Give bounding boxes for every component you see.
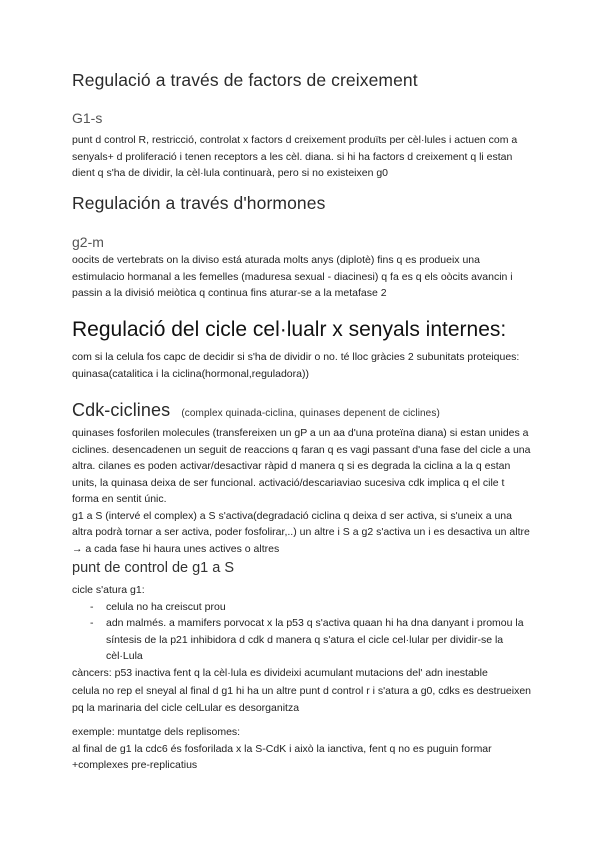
bullet-dash: - — [90, 600, 94, 613]
text-line: altra. cilanes es poden activar/desactivar ràpid d manera q si es degrada la ciclina a la q estan — [72, 460, 511, 472]
cdk-note: (complex quinada-ciclina, quinases depenent de ciclines) — [181, 408, 440, 419]
text-line: exemple: muntatge dels replisomes: — [72, 726, 241, 738]
text-line: pq la marinaria del cicle celLular es desorganitza — [72, 701, 300, 714]
text-line: com si la celula fos capc de decidir si s'ha de dividir o no. té lloc gràcies 2 subunitats proteiques: — [72, 351, 520, 363]
text-line: oocits de vertebrats on la diviso está aturada molts anys (diplotè) fins q es produeix una — [72, 254, 480, 266]
subtitle-g1-s: G1-s — [72, 110, 103, 126]
section-title-growth-factors: Regulació a través de factors de creixement — [72, 70, 418, 90]
text-line: cicle s'atura g1: — [72, 584, 145, 596]
paragraph-cdk — [72, 425, 572, 557]
paragraph-hormones — [72, 252, 572, 302]
text-line: quinases fosforilen molecules (transfereixen un gP a un aa d'una proteïna diana) si estan unides a — [72, 427, 529, 439]
text-line: ciclines. desencadenen un seguit de reaccions q faran q es vagi passant d'una fase del cicle a una — [72, 443, 531, 456]
text-line: passin a la divisió meiòtica q continua fins aturar-se a la metafase 2 — [72, 287, 387, 299]
section-title-internal-signals: Regulació del cicle cel·lualr x senyals internes: — [72, 318, 507, 341]
paragraph-internal-signals — [72, 349, 572, 382]
text-line: senyals+ d proliferació i tenen receptors a les cèl. diana. si hi ha factors d creixement q li estan — [72, 150, 513, 163]
text-line: units, la quinasa deixa de ser funcional. activació/descariaviao sucesiva cdk implica q el cile t — [72, 476, 505, 489]
paragraph-example — [72, 724, 572, 774]
list-item-text: celula no ha creiscut prou — [106, 600, 226, 613]
text-line: altra podrà tornar a ser activa, poder fosfolirar,..) un altre i S a g2 s'activa un i es desactiva un altre — [72, 526, 530, 538]
text-line: +complexes pre-replicatius — [72, 759, 198, 771]
text-line: quinasa(catalitica i la ciclina(hormonal,reguladora)) — [72, 367, 309, 380]
subtitle-g2-m: g2-m — [72, 234, 104, 250]
paragraph-growth-factors — [72, 132, 572, 182]
paragraph-checkpoint — [72, 582, 572, 681]
section-title-g1-s-checkpoint: punt de control de g1 a S — [72, 560, 235, 576]
section-title-hormones: Regulación a través d'hormones — [72, 193, 326, 213]
section-title-cdk-ciclines — [72, 400, 440, 421]
text-line: forma en sentit únic. — [72, 493, 167, 505]
text-line: dient q s'ha de dividir, la cèl·lula continuarà, pero si no existeixen g0 — [72, 167, 389, 179]
cdk-title: Cdk-ciclines — [72, 400, 171, 420]
list-item-continuation: cèl·Lula — [106, 650, 143, 662]
list-item-text: adn malmés. a mamifers porvocat x la p53 q s'activa quaan hi ha dna danyant i promou la — [106, 617, 524, 629]
text-line: g1 a S (intervé el complex) a S s'activa(degradació ciclina q deixa d ser activa, si s'uneix a una — [72, 509, 512, 522]
text-line: punt d control R, restricció, controlat x factors d creixement produïts per cèl·lules i actuen com a — [72, 134, 518, 146]
list-item — [72, 615, 572, 632]
paragraph-g0 — [72, 683, 572, 716]
bullet-dash: - — [90, 617, 94, 629]
list-item — [72, 599, 572, 616]
text-line: estimulacio hormanal a les femelles (maduresa sexual - diacinesi) q fa es q els oòcits avancin i — [72, 270, 513, 283]
text-line: càncers: p53 inactiva fent q la cèl·lula es divideixi acumulant mutacions del' adn inestable — [72, 666, 488, 679]
text-line: → a cada fase hi haura unes actives o altres — [72, 542, 280, 555]
text-line: celula no rep el sneyal al final d g1 hi ha un altre punt d control r i s'atura a g0, cdks es destrueixen — [72, 685, 532, 697]
list-item-continuation: síntesis de la p21 inhibidora d cdk d manera q s'atura el cicle cel·lular per dividir-se la — [106, 633, 504, 646]
text-line: al final de g1 la cdc6 és fosforilada x la S-CdK i això la ianctiva, fent q no es puguin formar — [72, 742, 492, 755]
